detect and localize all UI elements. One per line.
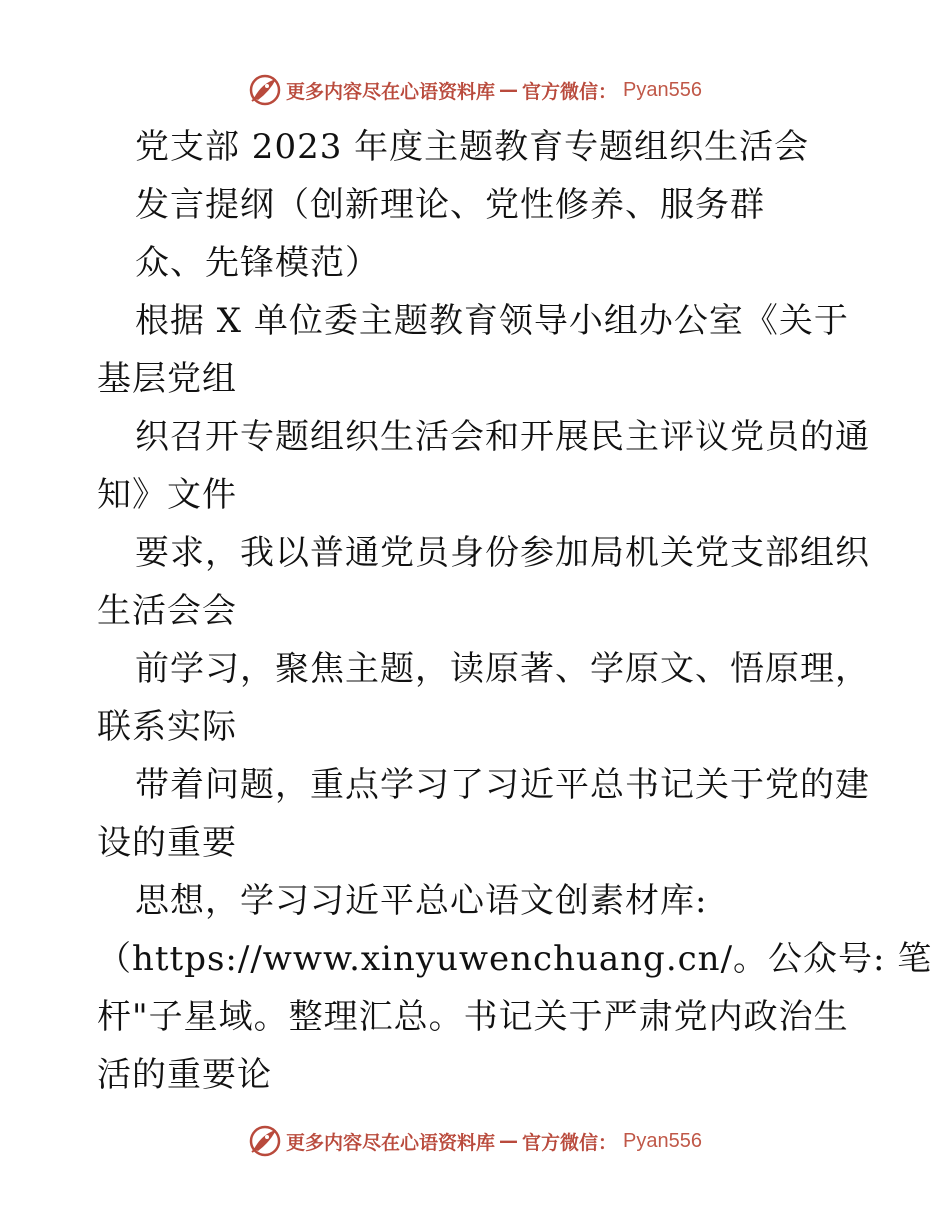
document-line: 党支部 2023 年度主题教育专题组织生活会 — [135, 127, 810, 167]
document-line: 杆"子星域。整理汇总。书记关于严肃党内政治生 — [97, 997, 849, 1037]
header-watermark — [0, 70, 950, 110]
document-line: 联系实际 — [97, 707, 237, 747]
document-line: 发言提纲（创新理论、党性修养、服务群 — [135, 185, 765, 225]
document-line: 基层党组 — [97, 359, 237, 399]
watermark-content — [248, 73, 702, 107]
watermark-official-label: 官方微信： — [522, 1131, 618, 1154]
watermark-wechat-id: Pyan556 — [623, 1129, 702, 1152]
watermark-dash: — — [499, 1130, 519, 1152]
document-line: 前学习，聚焦主题，读原著、学原文、悟原理， — [135, 649, 870, 689]
pen-nib-logo-icon — [248, 73, 282, 107]
document-line: 思想，学习习近平总心语文创素材库: — [135, 881, 708, 921]
document-line: 活的重要论 — [97, 1055, 272, 1095]
document-line: 知》文件 — [97, 475, 237, 515]
document-line: 织召开专题组织生活会和开展民主评议党员的通 — [135, 417, 870, 457]
pen-nib-logo-icon — [248, 1124, 282, 1158]
watermark-site-text: 更多内容尽在心语资料库 — [286, 1131, 496, 1154]
watermark-site-text: 更多内容尽在心语资料库 — [286, 80, 496, 103]
watermark-dash: — — [499, 79, 519, 101]
document-body — [97, 118, 933, 1104]
document-line: 生活会会 — [97, 591, 237, 631]
document-line: 带着问题，重点学习了习近平总书记关于党的建 — [135, 765, 870, 805]
document-line: 众、先锋模范） — [135, 243, 380, 283]
document-line: 要求，我以普通党员身份参加局机关党支部组织 — [135, 533, 870, 573]
watermark-wechat-id: Pyan556 — [623, 78, 702, 101]
watermark-content — [248, 1124, 702, 1158]
footer-watermark — [0, 1121, 950, 1161]
document-line: 设的重要 — [97, 823, 237, 863]
watermark-official-label: 官方微信： — [522, 80, 618, 103]
document-line: （https://www.xinyuwenchuang.cn/。公众号: 笔 — [97, 939, 933, 979]
document-line: 根据 X 单位委主题教育领导小组办公室《关于 — [135, 301, 849, 341]
